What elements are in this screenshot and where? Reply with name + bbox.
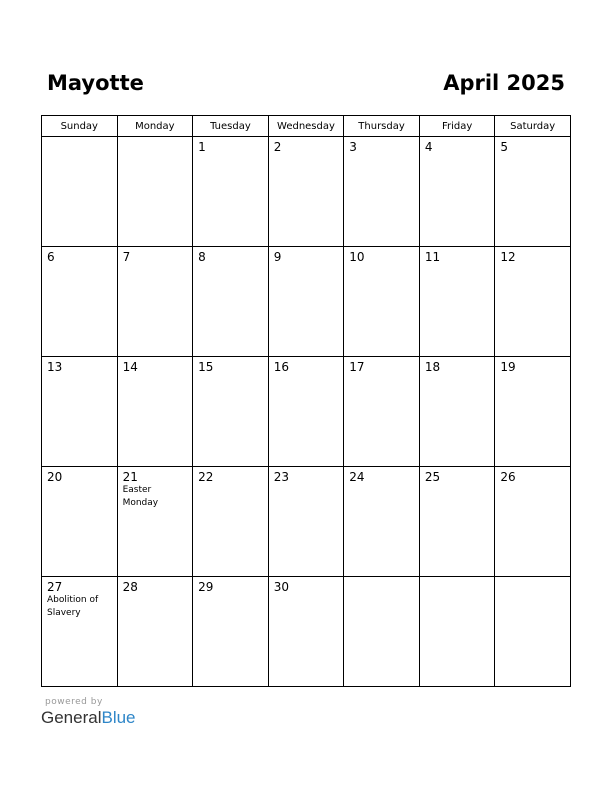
day-number: 29 [198,580,214,594]
day-number: 9 [273,250,282,264]
holiday-label: Easter Monday [122,485,159,508]
day-number: 12 [500,250,516,264]
calendar-day-cell [42,137,118,247]
calendar-day-cell [495,137,571,247]
calendar-day-cell [193,577,269,687]
calendar-day-cell [117,357,193,467]
calendar-day-cell [344,577,420,687]
calendar-day-cell [495,247,571,357]
day-number: 13 [47,360,63,374]
day-number: 11 [424,250,441,264]
weekday-header-row [42,116,571,137]
calendar-day-cell [419,577,495,687]
calendar-day-cell [268,577,344,687]
calendar-day-cell [42,467,118,577]
day-number: 16 [273,360,289,374]
day-number: 8 [198,250,206,264]
calendar-week-row [42,137,571,247]
calendar-day-cell [495,467,571,577]
weekday-header-thursday: Thursday [344,116,420,137]
calendar-month-title: April 2025 [443,71,565,95]
weekday-header-friday: Friday [419,116,495,137]
day-number: 30 [273,580,289,594]
day-number: 27 [47,580,63,594]
holiday-label: Abolition of Slavery [47,595,99,618]
calendar-week-row [42,247,571,357]
calendar-day-cell [268,467,344,577]
day-number: 28 [122,580,138,594]
day-number: 26 [500,470,516,484]
calendar-day-cell [117,467,193,577]
calendar-day-cell [193,137,269,247]
day-number: 22 [198,470,214,484]
day-number: 2 [273,140,282,154]
calendar-day-cell [42,357,118,467]
calendar-day-cell [344,357,420,467]
day-number: 20 [47,470,63,484]
brand-name-part1: General [41,708,102,727]
powered-by-label: powered by [45,697,103,707]
calendar-week-row [42,357,571,467]
weekday-header-saturday: Saturday [495,116,571,137]
calendar-day-cell [117,577,193,687]
day-number: 4 [424,140,433,154]
calendar-day-cell [344,137,420,247]
day-number: 18 [424,360,441,374]
calendar-day-cell [42,577,118,687]
calendar-day-cell [268,137,344,247]
day-number: 3 [349,140,357,154]
day-number: 14 [122,360,138,374]
calendar-week-row [42,577,571,687]
day-number: 1 [198,140,206,154]
day-number: 7 [122,250,131,264]
day-number: 23 [273,470,289,484]
day-number: 21 [122,470,138,484]
day-number: 17 [349,360,365,374]
calendar-week-row [42,467,571,577]
calendar-day-cell [193,467,269,577]
day-number: 5 [500,140,509,154]
brand-name-part2: Blue [101,708,136,727]
generalblue-logo [41,708,136,728]
calendar-day-cell [495,577,571,687]
calendar-day-cell [117,137,193,247]
weekday-header-tuesday: Tuesday [193,116,269,137]
weekday-header-wednesday: Wednesday [268,116,344,137]
calendar-day-cell [268,357,344,467]
day-number: 19 [500,360,516,374]
calendar-day-cell [193,247,269,357]
calendar-day-cell [42,247,118,357]
calendar-day-cell [419,247,495,357]
calendar-day-cell [419,357,495,467]
day-number: 6 [47,250,55,264]
day-number: 24 [349,470,365,484]
calendar-day-cell [344,247,420,357]
month-calendar-grid [41,115,571,687]
day-number: 25 [424,470,441,484]
calendar-day-cell [419,467,495,577]
calendar-day-cell [495,357,571,467]
calendar-day-cell [268,247,344,357]
calendar-day-cell [344,467,420,577]
day-number: 15 [198,360,214,374]
calendar-country-title: Mayotte [47,71,144,95]
weekday-header-monday: Monday [117,116,193,137]
calendar-day-cell [419,137,495,247]
calendar-day-cell [193,357,269,467]
day-number: 10 [349,250,365,264]
weekday-header-sunday: Sunday [42,116,118,137]
calendar-day-cell [117,247,193,357]
